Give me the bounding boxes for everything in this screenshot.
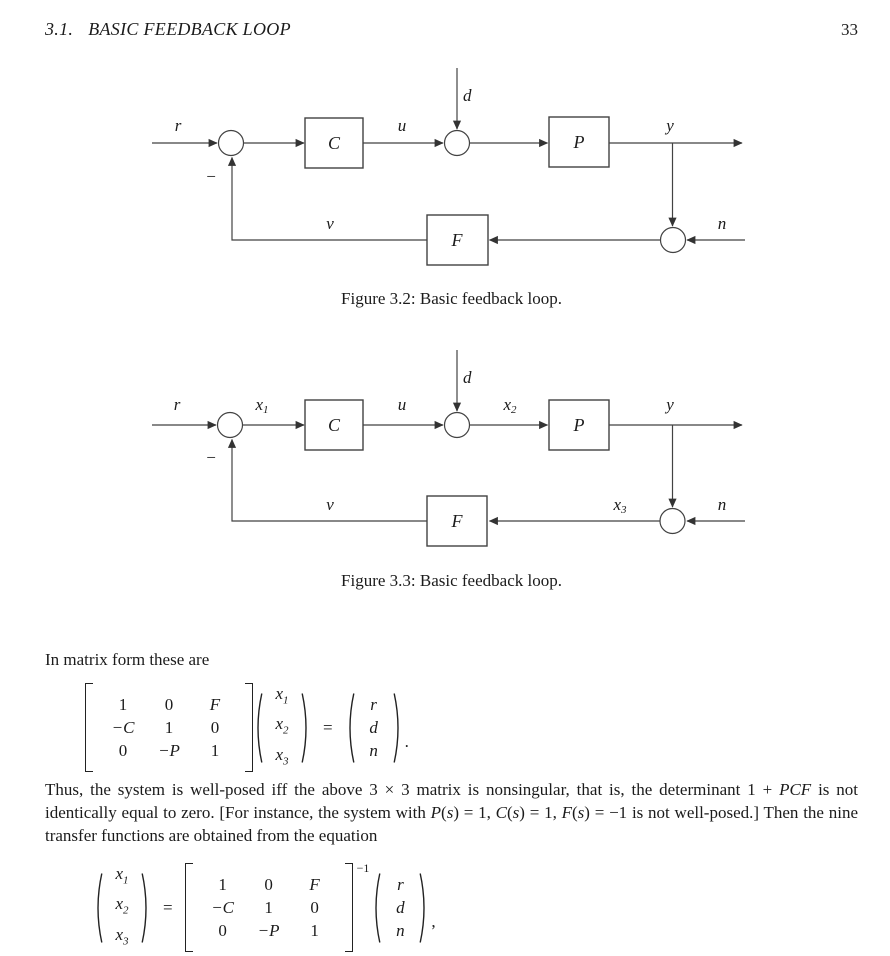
matrix-cell: 1: [310, 921, 319, 941]
figure-3-2-diagram: [0, 60, 890, 286]
state-vector: [263, 682, 301, 773]
block-C-label: C: [327, 133, 341, 153]
label-u: u: [397, 395, 407, 414]
vector-entry: r: [397, 875, 404, 895]
block-F-label: F: [451, 511, 463, 531]
left-paren: [93, 872, 103, 944]
vector-entry: d: [369, 718, 378, 738]
well-posedness-paragraph: [45, 778, 858, 847]
block-P-label: P: [573, 132, 585, 152]
paren: (: [441, 803, 447, 822]
matrix-cell: 1: [164, 718, 174, 738]
section-number: 3.1.: [45, 19, 74, 39]
page-header: [45, 19, 858, 40]
summing-junction-3: [660, 509, 685, 534]
matrix-cell: 1: [218, 875, 227, 895]
summing-junction-1: [219, 131, 244, 156]
vector-entry: $x_3$: [275, 744, 289, 768]
minus-sign: −: [205, 167, 217, 186]
label-n: n: [717, 214, 727, 233]
left-bracket: [85, 683, 93, 772]
block-F-label: F: [451, 230, 463, 250]
matrix-cell: 1: [264, 898, 273, 918]
matrix-cell: F: [309, 875, 320, 895]
vector-entry: $x_2$: [115, 894, 129, 917]
state-vector: [103, 862, 141, 953]
math-PCF: PCF: [779, 780, 812, 799]
math-s: s: [512, 803, 520, 822]
math-s: s: [446, 803, 454, 822]
vector-entry: r: [370, 695, 377, 715]
vector-entry: $x_1$: [275, 684, 289, 707]
summing-junction-2: [445, 131, 470, 156]
figure-3-3-caption: Figure 3.3: Basic feedback loop.: [341, 571, 562, 590]
label-r: r: [174, 116, 182, 135]
matrix-cell: −C: [111, 718, 135, 738]
input-vector: [355, 693, 393, 762]
summing-junction-1: [218, 413, 243, 438]
system-matrix: [200, 872, 338, 943]
matrix-cell: 0: [264, 875, 273, 895]
label-v: v: [326, 495, 334, 514]
label-u: u: [397, 116, 407, 135]
equation-comma: ,: [431, 911, 436, 931]
paren: (: [572, 803, 578, 822]
math-F: F: [561, 803, 572, 822]
label-d: d: [463, 368, 472, 387]
figure-3-3-diagram: [0, 340, 890, 570]
right-paren: [141, 872, 151, 944]
summing-junction-3: [661, 228, 686, 253]
running-head: [45, 19, 291, 40]
matrix-cell: 0: [164, 695, 174, 715]
equals-sign: =: [323, 717, 333, 737]
matrix-cell: 1: [210, 741, 220, 761]
inverse-exponent: −1: [356, 861, 370, 875]
left-paren: [253, 692, 263, 764]
matrix-cell: F: [209, 695, 221, 715]
math-C: C: [495, 803, 507, 822]
equation-period: .: [404, 731, 409, 751]
matrix-cell: −P: [257, 921, 280, 941]
label-n: n: [717, 495, 727, 514]
paragraph-text: ) = −1 is not well-posed.] Then the nine transfer functions are obtained from the equation: [45, 803, 859, 845]
left-paren: [371, 872, 381, 944]
matrix-cell: −P: [158, 741, 180, 761]
label-x1: x1: [255, 395, 269, 416]
left-paren: [345, 692, 355, 764]
summing-junction-2: [445, 413, 470, 438]
matrix-cell: 0: [218, 921, 227, 941]
paragraph-text: Thus, the system is well-posed iff the above 3 × 3 matrix is nonsingular, that is, the determinant 1 +: [45, 780, 780, 799]
equals-sign: =: [163, 897, 173, 917]
right-bracket: [245, 683, 253, 772]
paragraph-text: is not identically equal to zero. [For instance, the system with: [45, 780, 859, 822]
vector-entry: n: [369, 741, 378, 761]
vector-entry: n: [396, 921, 405, 941]
vector-entry: $x_3$: [115, 924, 129, 948]
block-C-label: C: [327, 415, 341, 435]
page-number: 33: [841, 20, 858, 39]
right-paren: [301, 692, 311, 764]
system-matrix: [100, 692, 238, 763]
right-bracket: [345, 863, 353, 952]
matrix-equation-2: [93, 862, 436, 953]
matrix-cell: 0: [210, 718, 220, 738]
left-bracket: [185, 863, 193, 952]
input-vector: [381, 873, 419, 942]
matrix-form-intro: In matrix form these are: [45, 650, 210, 669]
label-y: y: [666, 116, 674, 135]
minus-sign: −: [205, 448, 217, 467]
paren: (: [507, 803, 513, 822]
running-title: BASIC FEEDBACK LOOP: [88, 19, 291, 39]
vector-entry: $x_1$: [115, 864, 129, 887]
vector-entry: d: [396, 898, 405, 918]
label-v: v: [326, 214, 334, 233]
matrix-cell: 0: [118, 741, 128, 761]
matrix-equation-1: [85, 682, 409, 773]
label-x2: x2: [503, 395, 517, 416]
label-y: y: [666, 395, 674, 414]
figure-3-2-caption: Figure 3.2: Basic feedback loop.: [341, 289, 562, 308]
vector-entry: $x_2$: [275, 714, 289, 737]
math-P: P: [430, 803, 442, 822]
label-d: d: [463, 86, 472, 105]
block-P-label: P: [573, 415, 585, 435]
right-paren: [419, 872, 429, 944]
matrix-cell: 1: [118, 695, 128, 715]
label-r: r: [173, 395, 181, 414]
paragraph-text: ) = 1,: [519, 803, 562, 822]
label-x3: x3: [613, 495, 627, 516]
matrix-cell: 0: [310, 898, 319, 918]
math-s: s: [577, 803, 585, 822]
matrix-cell: −C: [211, 898, 234, 918]
right-paren: [393, 692, 403, 764]
paragraph-text: ) = 1,: [453, 803, 496, 822]
